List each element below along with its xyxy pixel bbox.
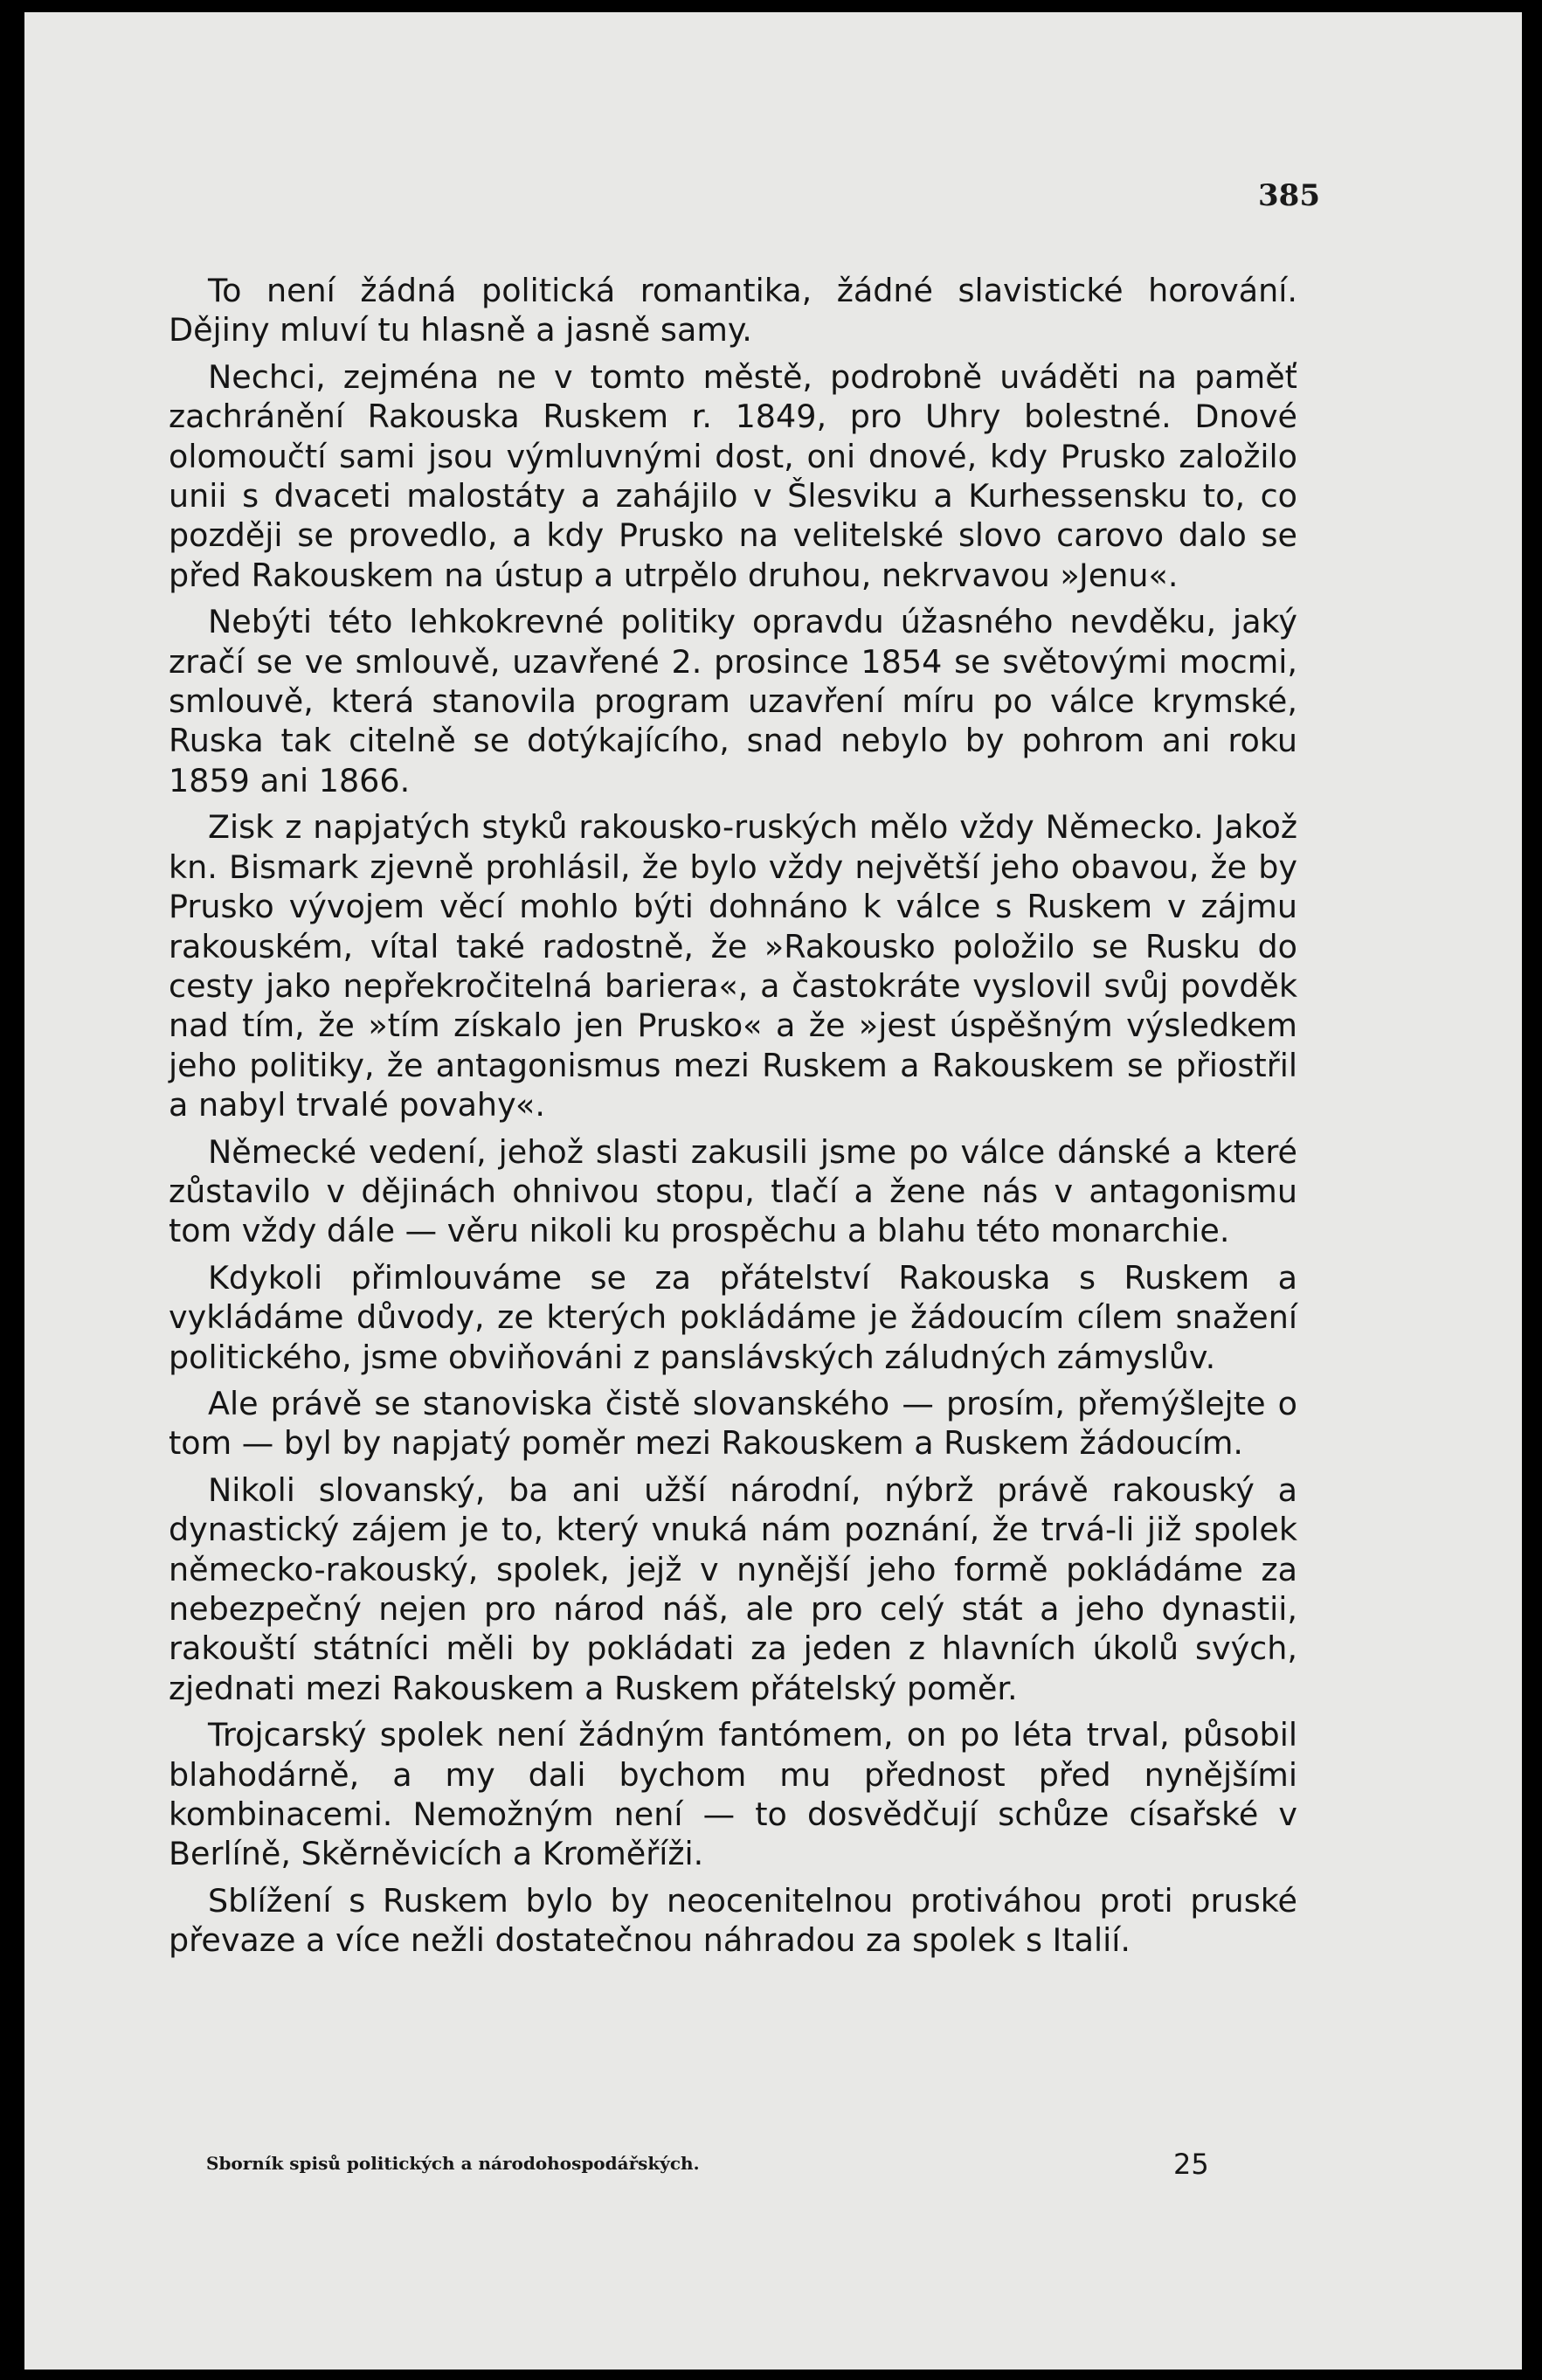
body-text: [169, 271, 1297, 1968]
page-number: 385: [1258, 178, 1320, 213]
page-footer: [206, 2148, 1211, 2183]
paragraph: Sblížení s Ruskem bylo by neocenitelnou protiváhou proti pruské převaze a více nežli dostatečnou náhradou za spolek s Italií.: [169, 1881, 1297, 1960]
paragraph: Ale právě se stanoviska čistě slovanského — prosím, přemýšlejte o tom — byl by napjatý poměr mezi Rakouskem a Ruskem žádoucím.: [169, 1384, 1297, 1463]
paragraph: Nechci, zejména ne v tomto městě, podrobně uváděti na paměť zachránění Rakouska Ruskem r. 1849, pro Uhry bolestné. Dnové olomoučtí sami jsou výmluvnými dost, oni dnové, kdy Prusko založilo unii s dvaceti malostáty a zahájilo v Šlesviku a Kurhessensku to, co později se provedlo, a kdy Prusko na velitelské slovo carovo dalo se před Rakouskem na ústup a utrpělo druhou, nekrvavou »Jenu«.: [169, 357, 1297, 594]
paragraph: Zisk z napjatých styků rakousko-ruských mělo vždy Německo. Jakož kn. Bismark zjevně prohlásil, že bylo vždy největší jeho obavou, že by Prusko vývojem věcí mohlo býti dohnáno k válce s Ruskem v zájmu rakouském, vítal také radostně, že »Rakousko položilo se Rusku do cesty jako nepřekročitelná bariera«, a častokráte vyslovil svůj povděk nad tím, že »tím získalo jen Prusko« a že »jest úspěšným výsledkem jeho politiky, že antagonismus mezi Ruskem a Rakouskem se přiostřil a nabyl trvalé povahy«.: [169, 808, 1297, 1124]
paragraph: Nikoli slovanský, ba ani užší národní, nýbrž právě rakouský a dynastický zájem je to, který vnuká nám poznání, že trvá-li již spolek německo-rakouský, spolek, jejž v nynější jeho formě pokládáme za nebezpečný nejen pro národ náš, ale pro celý stát a jeho dynastii, rakouští státníci měli by pokládati za jeden z hlavních úkolů svých, zjednati mezi Rakouskem a Ruskem přátelský poměr.: [169, 1470, 1297, 1707]
paragraph: Kdykoli přimlouváme se za přátelství Rakouska s Ruskem a vykládáme důvody, ze kterých pokládáme je žádoucím cílem snažení politického, jsme obviňováni z panslávských záludných zámyslův.: [169, 1258, 1297, 1376]
paper-sheet: [24, 12, 1522, 2370]
footer-title: Sborník spisů politických a národohospodářských.: [206, 2153, 700, 2174]
paragraph: Německé vedení, jehož slasti zakusili jsme po válce dánské a které zůstavilo v dějinách ohnivou stopu, tlačí a žene nás v antagonismu tom vždy dále — věru nikoli ku prospěchu a blahu této monarchie.: [169, 1132, 1297, 1250]
paragraph: Nebýti této lehkokrevné politiky opravdu úžasného nevděku, jaký zračí se ve smlouvě, uzavřené 2. prosince 1854 se světovými mocmi, smlouvě, která stanovila program uzavření míru po válce krymské, Ruska tak citelně se dotýkajícího, snad nebylo by pohrom ani roku 1859 ani 1866.: [169, 603, 1297, 799]
signature-number: 25: [1173, 2148, 1209, 2181]
paragraph: Trojcarský spolek není žádným fantómem, on po léta trval, působil blahodárně, a my dali bychom mu přednost před nynějšími kombinacemi. Nemožným není — to dosvědčují schůze císařské v Berlíně, Skěrněvicích a Kroměříži.: [169, 1716, 1297, 1873]
paragraph: To není žádná politická romantika, žádné slavistické horování. Dějiny mluví tu hlasně a jasně samy.: [169, 272, 1297, 349]
